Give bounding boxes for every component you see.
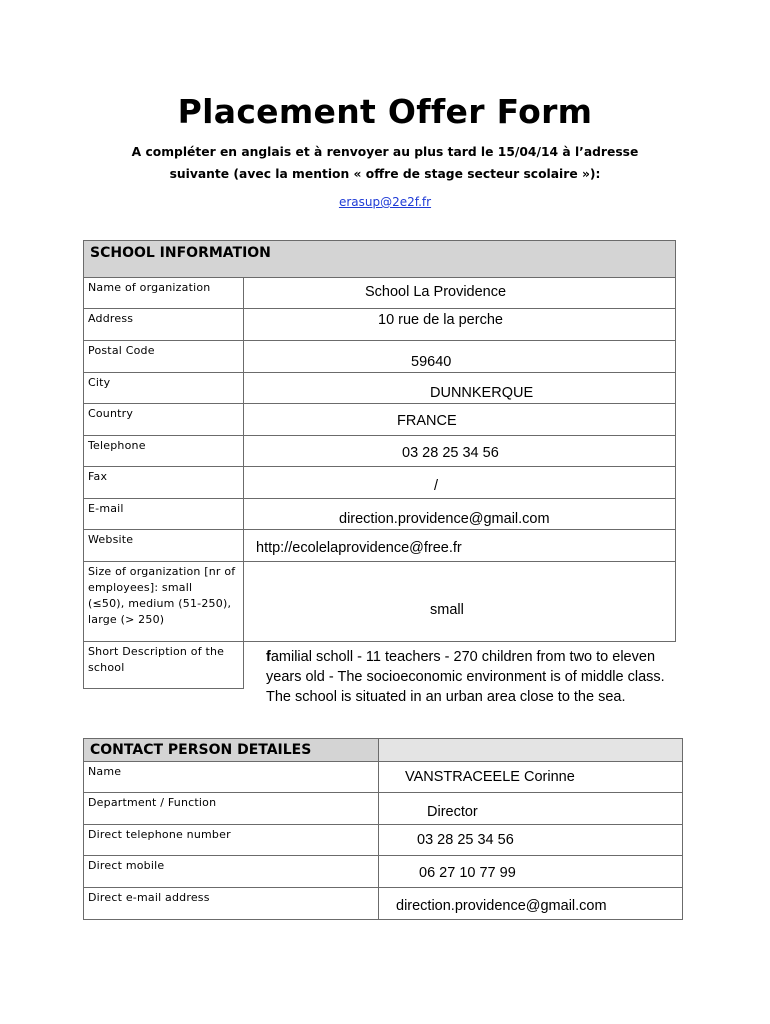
instructions-line-2: suivante (avec la mention « offre de stage secteur scolaire »): <box>169 167 601 181</box>
return-email-link[interactable]: erasup@2e2f.fr <box>338 195 432 209</box>
fax-value: / <box>244 467 676 499</box>
table-row <box>84 530 676 562</box>
table-row <box>84 888 683 920</box>
instructions <box>110 141 660 185</box>
department-function-value: Director <box>379 793 683 825</box>
organization-size-label: Size of organization [nr of employees]: small (≤50), medium (51-250), large (> 250) <box>84 562 244 642</box>
instructions-line-1: A compléter en anglais et à renvoyer au plus tard le 15/04/14 à l’adresse <box>131 145 639 159</box>
table-row <box>84 278 676 309</box>
website-value: http://ecolelaprovidence@free.fr <box>244 530 676 562</box>
postal-code-label: Postal Code <box>84 341 244 373</box>
postal-code-value: 59640 <box>244 341 676 373</box>
school-information-table <box>83 240 676 689</box>
name-of-organization-label: Name of organization <box>84 278 244 309</box>
direct-telephone-label: Direct telephone number <box>84 825 379 856</box>
short-description-value: familial scholl - 11 teachers - 270 children from two to eleven years old - The socioeconomic environment is of middle class. The school is situated in an urban area close to the sea. <box>266 649 665 705</box>
direct-telephone-value: 03 28 25 34 56 <box>379 825 683 856</box>
address-value: 10 rue de la perche <box>244 309 676 341</box>
city-label: City <box>84 373 244 404</box>
department-function-label: Department / Function <box>84 793 379 825</box>
contact-person-table <box>83 738 683 920</box>
table-row <box>84 373 676 404</box>
country-value: FRANCE <box>244 404 676 436</box>
table-row <box>84 562 676 642</box>
email-label: E-mail <box>84 499 244 530</box>
direct-email-value: direction.providence@gmail.com <box>379 888 683 920</box>
country-label: Country <box>84 404 244 436</box>
direct-mobile-value: 06 27 10 77 99 <box>379 856 683 888</box>
school-section-header: SCHOOL INFORMATION <box>84 241 676 278</box>
table-row <box>84 793 683 825</box>
telephone-value: 03 28 25 34 56 <box>244 436 676 467</box>
email-value: direction.providence@gmail.com <box>244 499 676 530</box>
telephone-label: Telephone <box>84 436 244 467</box>
table-row <box>84 404 676 436</box>
short-description-label: Short Description of the school <box>84 642 244 689</box>
table-row <box>84 499 676 530</box>
table-row <box>84 436 676 467</box>
direct-mobile-label: Direct mobile <box>84 856 379 888</box>
contact-name-value: VANSTRACEELE Corinne <box>379 762 683 793</box>
table-row <box>84 341 676 373</box>
fax-label: Fax <box>84 467 244 499</box>
contact-section-header: CONTACT PERSON DETAILES <box>84 739 379 762</box>
table-row <box>84 467 676 499</box>
table-row <box>84 309 676 341</box>
table-row <box>84 762 683 793</box>
contact-section-header-fill <box>379 739 683 762</box>
table-row <box>84 825 683 856</box>
contact-name-label: Name <box>84 762 379 793</box>
city-value: DUNNKERQUE <box>244 373 676 404</box>
website-label: Website <box>84 530 244 562</box>
address-label: Address <box>84 309 244 341</box>
organization-size-value: small <box>244 562 676 642</box>
page-title: Placement Offer Form <box>177 92 593 131</box>
name-of-organization-value: School La Providence <box>244 278 676 309</box>
direct-email-label: Direct e-mail address <box>84 888 379 920</box>
table-row <box>84 856 683 888</box>
